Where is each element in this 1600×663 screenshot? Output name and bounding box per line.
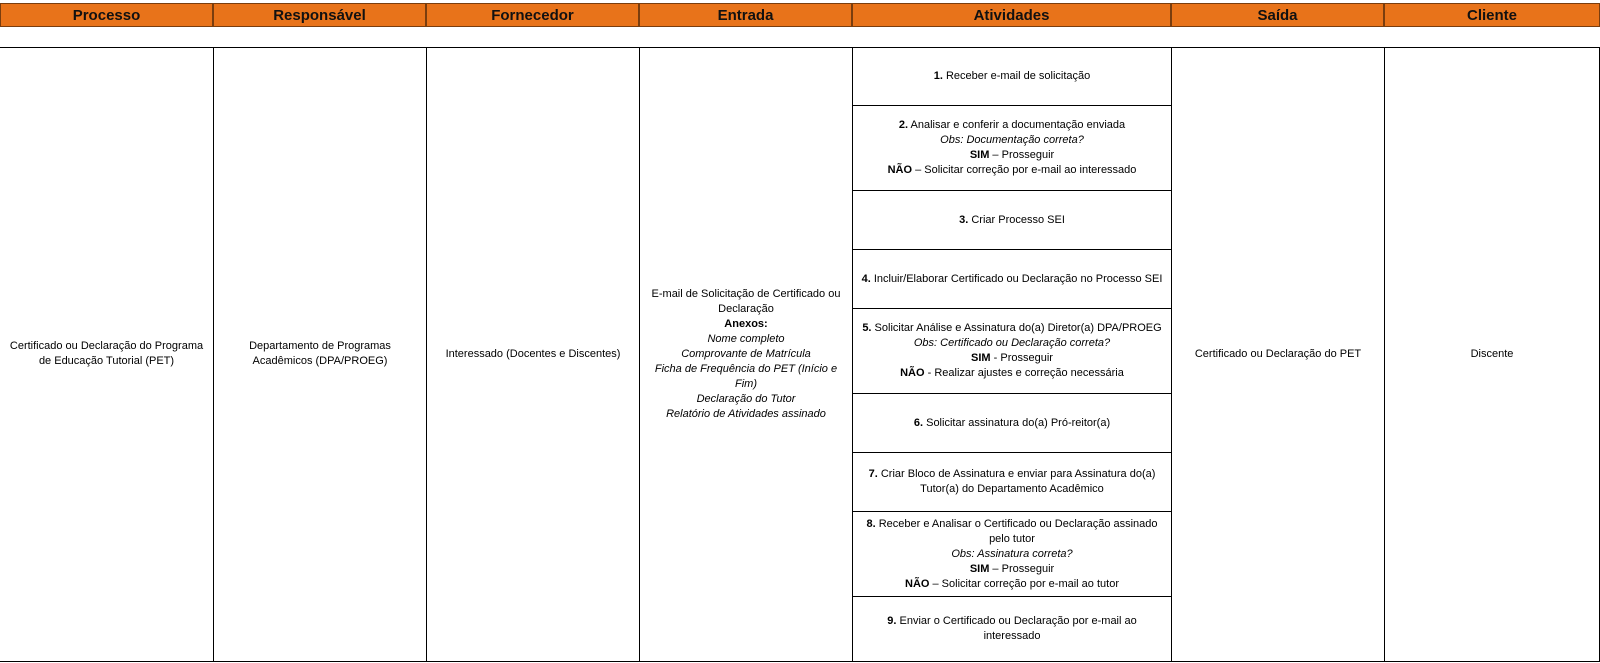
cell-atividades [852, 47, 1171, 661]
sim-text: - Prosseguir [990, 352, 1053, 364]
atividade-num: 1. [933, 69, 943, 82]
sim-label: SIM [971, 352, 991, 364]
sim-label: SIM [969, 149, 990, 161]
header-saida: Saída [1171, 3, 1384, 27]
atividade-num: 5. [862, 322, 872, 334]
atividade-num: 6. [913, 416, 924, 429]
atividade-text: Solicitar Análise e Assinatura do(a) Diretor(a) DPA/PROEG [871, 322, 1162, 334]
atividade-obs: Obs: Assinatura correta? [951, 547, 1073, 560]
sim-text: – Prosseguir [989, 562, 1055, 575]
nao-label: NÃO [905, 577, 930, 590]
nao-label: NÃO [887, 164, 913, 176]
atividade-num: 9. [887, 615, 897, 627]
atividade-obs: Obs: Certificado ou Declaração correta? [913, 337, 1111, 349]
cell-processo [0, 47, 213, 661]
cliente-text: Discente [1470, 347, 1514, 360]
cell-responsavel [213, 47, 426, 661]
cell-saida [1171, 47, 1384, 661]
atividade-2 [853, 106, 1171, 191]
atividade-text: Solicitar assinatura do(a) Pró-reitor(a) [923, 416, 1111, 429]
header-responsavel: Responsável [213, 3, 426, 27]
nao-label: NÃO [900, 367, 925, 379]
header-processo: Processo [0, 3, 213, 27]
atividade-text: Criar Processo SEI [968, 213, 1065, 226]
atividade-9 [853, 597, 1171, 661]
atividade-6 [853, 394, 1171, 453]
fornecedor-text: Interessado (Docentes e Discentes) [445, 347, 621, 360]
atividade-num: 7. [868, 468, 878, 480]
processo-text: Certificado ou Declaração do Programa de Educação Tutorial (PET) [9, 340, 204, 367]
atividade-text: Incluir/Elaborar Certificado ou Declaração no Processo SEI [870, 272, 1163, 285]
responsavel-text: Departamento de Programas Acadêmicos (DPA/PROEG) [249, 340, 391, 367]
entrada-anexos-label: Anexos: [724, 317, 768, 330]
atividade-text: Analisar e conferir a documentação enviada [908, 119, 1126, 131]
entrada-anexo-item: Comprovante de Matrícula [681, 347, 811, 360]
atividade-obs: Obs: Documentação correta? [940, 134, 1084, 146]
nao-text: - Realizar ajustes e correção necessária [924, 367, 1124, 379]
entrada-anexo-item: Relatório de Atividades assinado [666, 407, 826, 420]
header-entrada: Entrada [639, 3, 852, 27]
header-cliente: Cliente [1384, 3, 1600, 27]
atividade-1 [853, 47, 1171, 106]
atividade-text: Receber e-mail de solicitação [942, 69, 1091, 82]
atividade-text: Enviar o Certificado ou Declaração por e-mail ao interessado [896, 615, 1137, 642]
header-atividades: Atividades [852, 3, 1171, 27]
atividade-4 [853, 250, 1171, 309]
atividade-8 [853, 512, 1171, 597]
atividade-num: 4. [861, 272, 871, 285]
saida-text: Certificado ou Declaração do PET [1194, 347, 1362, 360]
entrada-anexo-item: Nome completo [707, 332, 785, 345]
entrada-title: E-mail de Solicitação de Certificado ou Declaração [651, 287, 841, 315]
table-body-row [0, 47, 1600, 661]
nao-text: – Solicitar correção por e-mail ao interessado [912, 164, 1137, 176]
entrada-anexo-item: Ficha de Frequência do PET (Início e Fim) [654, 362, 838, 390]
atividade-3 [853, 191, 1171, 250]
table-bottom-border [0, 661, 1600, 662]
atividade-num: 8. [866, 517, 876, 530]
atividade-5 [853, 309, 1171, 394]
header-fornecedor: Fornecedor [426, 3, 639, 27]
entrada-anexo-item: Declaração do Tutor [696, 392, 796, 405]
sim-text: – Prosseguir [989, 149, 1055, 161]
atividade-num: 2. [898, 119, 909, 131]
atividade-num: 3. [959, 213, 969, 226]
atividade-text: Receber e Analisar o Certificado ou Declaração assinado pelo tutor [875, 517, 1158, 545]
atividade-7 [853, 453, 1171, 512]
atividade-text: Criar Bloco de Assinatura e enviar para Assinatura do(a) Tutor(a) do Departamento Acadêmico [877, 468, 1156, 495]
table-header-row [0, 3, 1600, 27]
sim-label: SIM [969, 562, 990, 575]
cell-cliente [1384, 47, 1600, 661]
cell-entrada [639, 47, 852, 661]
nao-text: – Solicitar correção por e-mail ao tutor [929, 577, 1119, 590]
cell-fornecedor [426, 47, 639, 661]
